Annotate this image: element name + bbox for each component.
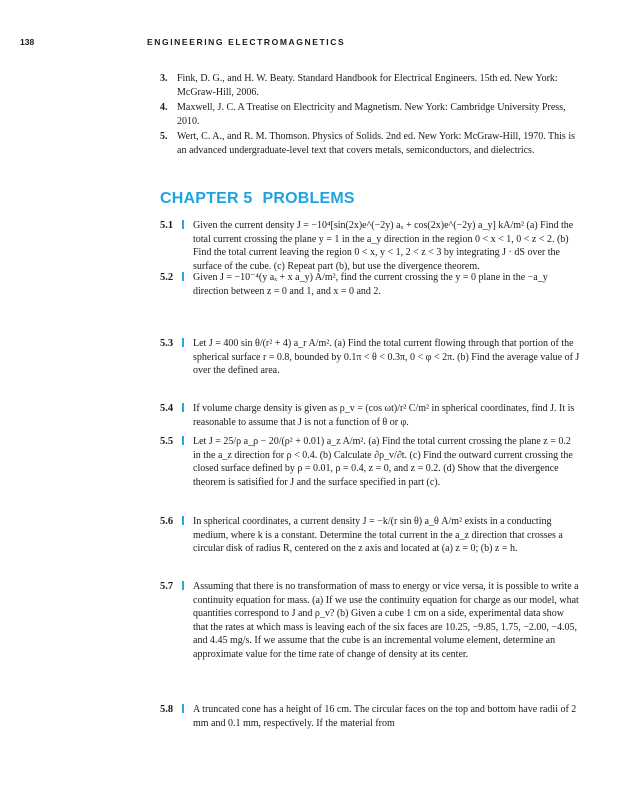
problem-marker-bar xyxy=(182,581,184,590)
problem-marker-bar xyxy=(182,704,184,713)
reference-number: 4. xyxy=(160,102,168,113)
problem-number: 5.6 xyxy=(160,516,174,527)
problem-item xyxy=(160,515,580,556)
problem-marker-bar xyxy=(182,220,184,229)
problem-number: 5.2 xyxy=(160,272,174,283)
problem-item xyxy=(160,271,580,298)
chapter-label: CHAPTER 5 xyxy=(160,190,253,207)
problem-text: Let J = 400 sin θ/(r² + 4) a_r A/m². (a) Find the total current flowing through that portion of the spherical surface r = 0.8, bounded by 0.1π < θ < 0.3π, 0 < φ < 2π. (b) Find the average value of J over the defined area. xyxy=(193,338,580,376)
reference-item xyxy=(160,130,580,157)
problem-item xyxy=(160,580,580,661)
problem-number: 5.4 xyxy=(160,403,174,414)
chapter-title: PROBLEMS xyxy=(262,190,355,207)
reference-item xyxy=(160,101,580,128)
reference-text: Maxwell, J. C. A Treatise on Electricity and Magnetism. New York: Cambridge University Press, 2010. xyxy=(177,102,566,127)
problem-number: 5.7 xyxy=(160,581,174,592)
problem-item xyxy=(160,219,580,273)
problem-text: Let J = 25/ρ a_ρ − 20/(ρ² + 0.01) a_z A/m². (a) Find the total current crossing the plane z = 0.2 in the a_z direction for ρ < 0.4. (b) Calculate ∂ρ_v/∂t. (c) Find the outward current crossing the closed surface defined by ρ = 0.01, ρ = 0.4, z = 0, and z = 0.2. (d) Show that the divergence theorem is satisified for J and the surface specified in part (c). xyxy=(193,436,573,488)
problem-text: Given J = −10⁻⁴(y aₓ + x a_y) A/m², find the current crossing the y = 0 plane in the −a_y direction between z = 0 and 1, and x = 0 and 2. xyxy=(193,272,548,297)
problem-number: 5.8 xyxy=(160,704,174,715)
problem-item xyxy=(160,402,580,429)
reference-number: 3. xyxy=(160,73,168,84)
problem-number: 5.3 xyxy=(160,338,174,349)
problem-text: Assuming that there is no transformation of mass to energy or vice versa, it is possible to write a continuity equation for mass. (a) If we use the continuity equation for charge as our model, what quantities correspond to J and ρ_v? (b) Given a cube 1 cm on a side, experimental data show that the rates at which mass is leaving each of the six faces are 10.25, −9.85, 1.75, −2.00, −4.05, and 4.45 mg/s. If we assume that the cube is an incremental volume element, determine an approximate value for the time rate of change of density at its center. xyxy=(193,581,579,660)
problem-number: 5.5 xyxy=(160,436,174,447)
reference-text: Fink, D. G., and H. W. Beaty. Standard Handbook for Electrical Engineers. 15th ed. New York: McGraw-Hill, 2006. xyxy=(177,73,558,98)
problem-marker-bar xyxy=(182,436,184,445)
reference-list xyxy=(160,72,580,159)
problem-text: Given the current density J = −10⁴[sin(2x)e^(−2y) aₓ + cos(2x)e^(−2y) a_y] kA/m² (a) Find the total current crossing the plane y = 1 in the a_y direction in the region 0 < x < 1, 0 < z < 2. (b) Find the total current leaving the region 0 < x, y < 1, 2 < z < 3 by integrating J · dS over the surface of the cube. (c) Repeat part (b), but use the divergence theorem. xyxy=(193,220,574,272)
page-number: 138 xyxy=(20,37,35,47)
chapter-heading xyxy=(160,190,355,208)
problem-marker-bar xyxy=(182,516,184,525)
problem-number: 5.1 xyxy=(160,220,174,231)
problem-text: A truncated cone has a height of 16 cm. The circular faces on the top and bottom have radii of 2 mm and 0.1 mm, respectively. If the material from xyxy=(193,704,577,729)
running-head xyxy=(20,37,610,51)
reference-number: 5. xyxy=(160,131,168,142)
running-title: ENGINEERING ELECTROMAGNETICS xyxy=(147,37,346,47)
problem-item xyxy=(160,337,580,378)
problem-text: If volume charge density is given as ρ_v = (cos ωt)/r² C/m² in spherical coordinates, find J. It is reasonable to assume that J is not a function of θ or φ. xyxy=(193,403,575,428)
problem-marker-bar xyxy=(182,272,184,281)
problem-marker-bar xyxy=(182,338,184,347)
problem-text: In spherical coordinates, a current density J = −k/(r sin θ) a_θ A/m² exists in a conducting medium, where k is a constant. Determine the total current in the a_z direction that crosses a circular disk of radius R, centered on the z axis and located at (a) z = 0; (b) z = h. xyxy=(193,516,563,554)
problem-item xyxy=(160,703,580,730)
reference-text: Wert, C. A., and R. M. Thomson. Physics of Solids. 2nd ed. New York: McGraw-Hill, 1970. This is an advanced undergraduate-level text that covers metals, semiconductors, and dielectrics. xyxy=(177,131,575,156)
problem-marker-bar xyxy=(182,403,184,412)
problem-item xyxy=(160,435,580,489)
reference-item xyxy=(160,72,580,99)
